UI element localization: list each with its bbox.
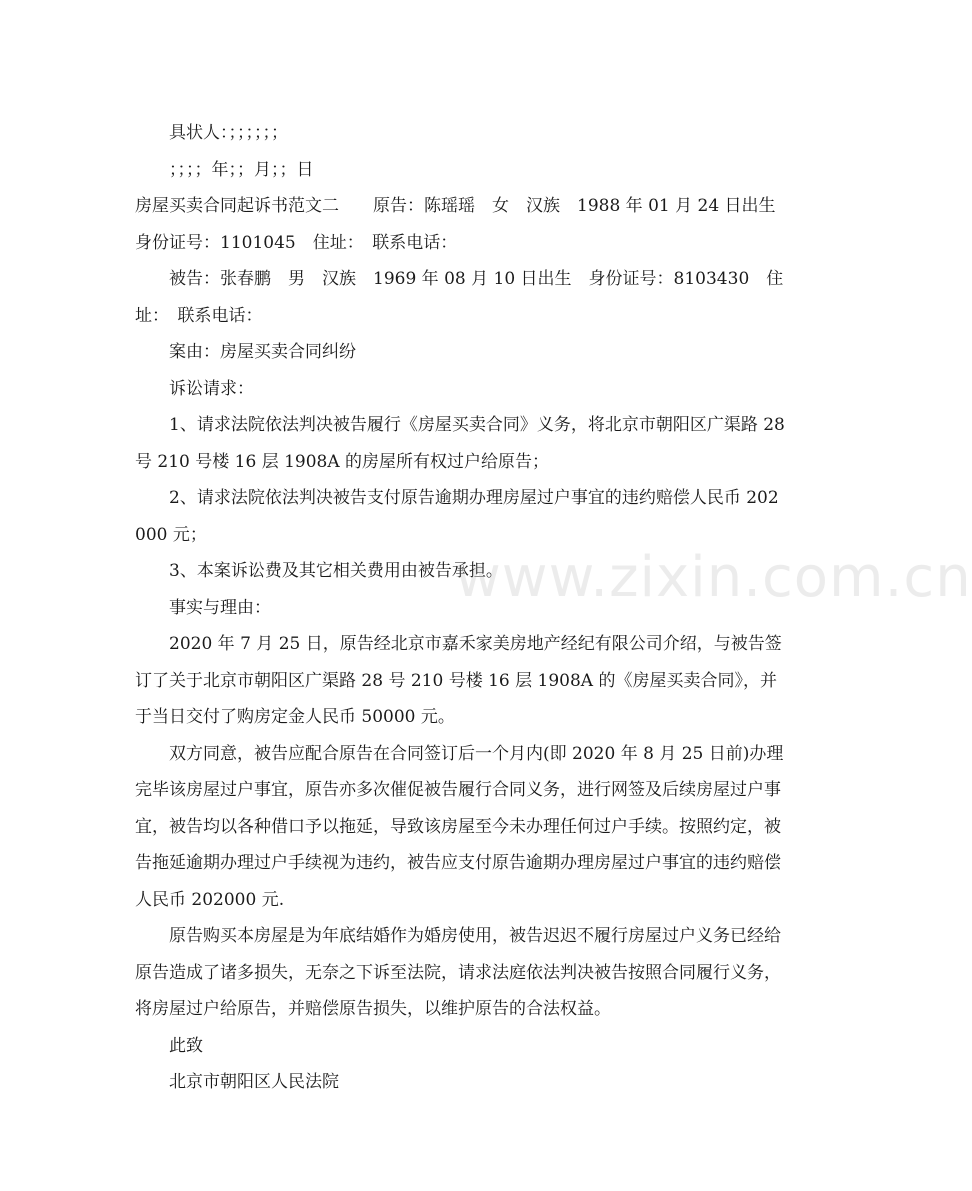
facts-paragraph-1: 2020 年 7 月 25 日，原告经北京市嘉禾家美房地产经纪有限公司介绍，与被告签订了关于北京市朝阳区广渠路 28 号 210 号楼 16 层 1908A 的《房屋买卖合同》，并于当日交付了购房定金人民币 50000 元。	[135, 634, 782, 727]
facts-paragraph-2: 双方同意，被告应配合原告在合同签订后一个月内(即 2020 年 8 月 25 日前)办理完毕该房屋过户事宜，原告亦多次催促被告履行合同义务，进行网签及后续房屋过户事宜，被告均以各种借口予以拖延，导致该房屋至今未办理任何过户手续。按照约定，被告拖延逾期办理过户手续视为违约，被告应支付原告逾期办理房屋过户事宜的违约赔偿人民币 202000 元.	[135, 743, 784, 910]
plaintiff-info: 房屋买卖合同起诉书范文二 原告：陈瑶瑶 女 汉族 1988 年 01 月 24 日出生 身份证号：1101045 住址： 联系电话：	[135, 196, 793, 253]
watermark: www.zixin.com.cn	[455, 545, 972, 610]
facts-paragraph-3: 原告购买本房屋是为年底结婚作为婚房使用，被告迟迟不履行房屋过户义务已经给原告造成了诸多损失，无奈之下诉至法院，请求法庭依法判决被告按照合同履行义务，将房屋过户给原告，并赔偿原告损失，以维护原告的合法权益。	[135, 926, 781, 1019]
signer-line: 具状人：；；；；；；	[169, 123, 288, 143]
claims-heading: 诉讼请求：	[169, 378, 254, 399]
court-name: 北京市朝阳区人民法院	[169, 1072, 339, 1092]
claim-2: 2、请求法院依法判决被告支付原告逾期办理房屋过户事宜的违约赔偿人民币 202000 元；	[135, 488, 779, 545]
case-cause: 案由：房屋买卖合同纠纷	[169, 342, 356, 362]
defendant-info: 被告：张春鹏 男 汉族 1969 年 08 月 10 日出生 身份证号：8103430 住址： 联系电话：	[135, 269, 784, 326]
facts-heading: 事实与理由：	[169, 597, 271, 618]
claim-1: 1、请求法院依法判决被告履行《房屋买卖合同》义务，将北京市朝阳区广渠路 28 号 210 号楼 16 层 1908A 的房屋所有权过户给原告；	[135, 415, 785, 472]
closing-salutation: 此致	[169, 1035, 203, 1056]
document-body	[135, 115, 793, 1101]
claim-3: 3、本案诉讼费及其它相关费用由被告承担。	[169, 561, 503, 581]
date-line: ；；；；年；；月；；日	[169, 159, 314, 180]
